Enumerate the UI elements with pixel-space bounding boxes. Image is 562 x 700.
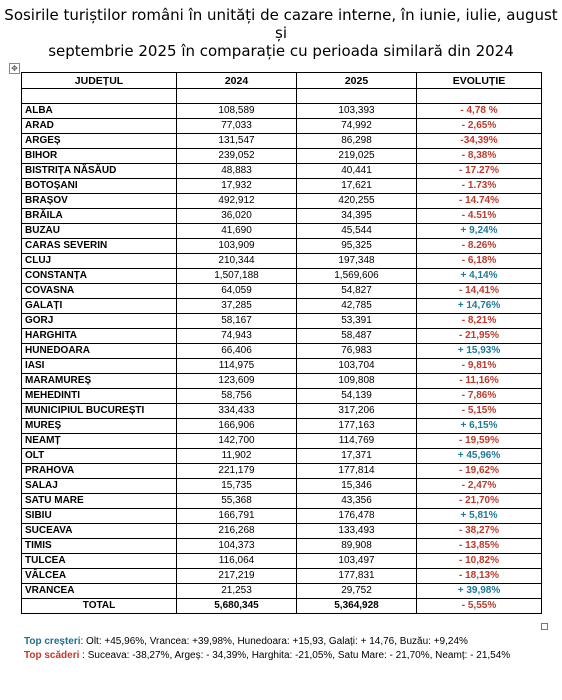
cell-county: MEHEDINTI [22,389,177,404]
header-2025: 2025 [297,73,417,89]
top-decreases-text: : Suceava: -38,27%, Argeș: - 34,39%, Harghita: -21,05%, Satu Mare: - 21,70%, Neamț: - 21,54% [79,650,511,661]
cell-2025: 54,827 [297,284,417,299]
cell-county: BOTOȘANI [22,179,177,194]
cell-2024: 17,932 [177,179,297,194]
cell-evolution: - 11,16% [417,374,542,389]
cell-county: MARAMUREȘ [22,374,177,389]
cell-county: ALBA [22,104,177,119]
cell-county: OLT [22,449,177,464]
cell-2024: 104,373 [177,539,297,554]
table-row [22,179,542,194]
cell-2025: 103,704 [297,359,417,374]
cell-2025: 103,393 [297,104,417,119]
cell-2024: 210,344 [177,254,297,269]
table-row [22,134,542,149]
table-row [22,344,542,359]
cell-county: BUZAU [22,224,177,239]
cell-county: BRAȘOV [22,194,177,209]
table-row [22,359,542,374]
cell-county: CONSTANȚA [22,269,177,284]
cell-evolution: + 4,14% [417,269,542,284]
cell-2025: 74,992 [297,119,417,134]
table-row [22,239,542,254]
table-row [22,554,542,569]
cell-evolution: - 7,86% [417,389,542,404]
table-row [22,164,542,179]
table-row [22,119,542,134]
total-row [22,599,542,614]
cell-evolution: + 14,76% [417,299,542,314]
table-row [22,389,542,404]
cell-evolution: - 19,62% [417,464,542,479]
arrivals-table [21,72,542,614]
table-row [22,404,542,419]
cell-2025: 34,395 [297,209,417,224]
cell-2025: 40,441 [297,164,417,179]
cell-evolution: - 19,59% [417,434,542,449]
cell-2024: 217,219 [177,569,297,584]
cell-county: GORJ [22,314,177,329]
cell-evolution: - 5,15% [417,404,542,419]
cell-2024: 334,433 [177,404,297,419]
cell-county: HARGHITA [22,329,177,344]
cell-evolution: - 8.26% [417,239,542,254]
summary-footer [24,635,544,663]
table-row [22,539,542,554]
cell-evolution: + 6,15% [417,419,542,434]
cell-2024: 114,975 [177,359,297,374]
cell-evolution: - 14,41% [417,284,542,299]
table-row [22,479,542,494]
table-row [22,104,542,119]
table-row [22,494,542,509]
cell-2024: 21,253 [177,584,297,599]
cell-county: SATU MARE [22,494,177,509]
cell-county: CLUJ [22,254,177,269]
cell-2024: 221,179 [177,464,297,479]
cell-evolution: - 38,27% [417,524,542,539]
cell-2025: 177,831 [297,569,417,584]
title-line-2: septembrie 2025 în comparație cu perioada similară din 2024 [48,42,514,60]
cell-evolution: - 21,70% [417,494,542,509]
cell-county: SALAJ [22,479,177,494]
cell-2024: 131,547 [177,134,297,149]
table-row [22,329,542,344]
cell-evolution: - 21,95% [417,329,542,344]
cell-evolution: + 15,93% [417,344,542,359]
cell-evolution: - 8,21% [417,314,542,329]
cell-county: SUCEAVA [22,524,177,539]
cell-evolution: - 13,85% [417,539,542,554]
cell-2025: 86,298 [297,134,417,149]
cell-2025: 109,808 [297,374,417,389]
cell-2024: 11,902 [177,449,297,464]
table-row [22,449,542,464]
cell-evolution: - 17.27% [417,164,542,179]
cell-county: COVASNA [22,284,177,299]
cell-county: ARAD [22,119,177,134]
cell-2024: 116,064 [177,554,297,569]
cell-evolution: + 9,24% [417,224,542,239]
cell-county: VÂLCEA [22,569,177,584]
cell-2024: 58,167 [177,314,297,329]
header-county: JUDEȚUL [22,73,177,89]
table-row [22,209,542,224]
cell-2025: 219,025 [297,149,417,164]
cell-county: SIBIU [22,509,177,524]
cell-evolution: - 9,81% [417,359,542,374]
table-row [22,194,542,209]
table-row [22,269,542,284]
table-header-row [22,73,542,89]
cell-2025: 53,391 [297,314,417,329]
cell-evolution: + 5,81% [417,509,542,524]
table-row [22,299,542,314]
cell-evolution: + 39,98% [417,584,542,599]
cell-2025: 43,356 [297,494,417,509]
cell-2024: 58,756 [177,389,297,404]
cell-2025: 95,325 [297,239,417,254]
header-2024: 2024 [177,73,297,89]
cell-2025: 29,752 [297,584,417,599]
cell-2024: 239,052 [177,149,297,164]
cell-county: BIHOR [22,149,177,164]
cell-county: MUREȘ [22,419,177,434]
cell-2025: 89,908 [297,539,417,554]
cell-2025: 317,206 [297,404,417,419]
cell-2024: 64,059 [177,284,297,299]
cell-evolution: - 8,38% [417,149,542,164]
cell-2024: 216,268 [177,524,297,539]
top-increases-label: Top creșteri [24,636,81,647]
cell-evolution: - 4,78 % [417,104,542,119]
cell-2025: 17,371 [297,449,417,464]
cell-evolution: - 6,18% [417,254,542,269]
cell-evolution: - 2,47% [417,479,542,494]
table-row [22,374,542,389]
table-resize-handle[interactable] [541,623,548,630]
cell-county: BISTRIȚA NĂSĂUD [22,164,177,179]
cell-2024: 55,368 [177,494,297,509]
cell-2025: 177,814 [297,464,417,479]
cell-county: TOTAL [22,599,177,614]
cell-2025: 176,478 [297,509,417,524]
cell-county: GALAȚI [22,299,177,314]
cell-2025: 17,621 [297,179,417,194]
table-row [22,254,542,269]
cell-2024: 74,943 [177,329,297,344]
cell-evolution: - 5,55% [417,599,542,614]
cell-2025: 58,487 [297,329,417,344]
blank-row [22,89,542,104]
cell-2024: 77,033 [177,119,297,134]
cell-county: VRANCEA [22,584,177,599]
cell-2025: 114,769 [297,434,417,449]
cell-2025: 42,785 [297,299,417,314]
top-increases [24,635,544,649]
cell-2024: 142,700 [177,434,297,449]
table-row [22,419,542,434]
cell-2024: 108,589 [177,104,297,119]
cell-evolution: - 14.74% [417,194,542,209]
cell-evolution: + 45,96% [417,449,542,464]
cell-2024: 492,912 [177,194,297,209]
table-row [22,569,542,584]
cell-2024: 36,020 [177,209,297,224]
cell-2024: 66,406 [177,344,297,359]
table-row [22,464,542,479]
cell-county: HUNEDOARA [22,344,177,359]
move-icon[interactable]: ✥ [9,63,20,74]
cell-county: PRAHOVA [22,464,177,479]
table-row [22,224,542,239]
cell-2025: 420,255 [297,194,417,209]
cell-county: TULCEA [22,554,177,569]
cell-2025: 133,493 [297,524,417,539]
cell-evolution: - 2,65% [417,119,542,134]
cell-2024: 166,906 [177,419,297,434]
top-decreases-label: Top scăderi [24,650,80,661]
cell-evolution: - 10,82% [417,554,542,569]
cell-2024: 123,609 [177,374,297,389]
table-row [22,284,542,299]
cell-2024: 37,285 [177,299,297,314]
cell-2025: 103,497 [297,554,417,569]
cell-county: TIMIS [22,539,177,554]
cell-county: BRĂILA [22,209,177,224]
cell-2025: 5,364,928 [297,599,417,614]
document-title [0,6,562,60]
cell-county: CARAS SEVERIN [22,239,177,254]
title-line-1: Sosirile turiștilor români în unități de cazare interne, în iunie, iulie, august și [4,6,558,42]
cell-2024: 166,791 [177,509,297,524]
top-decreases [24,649,544,663]
cell-county: NEAMȚ [22,434,177,449]
table-row [22,434,542,449]
cell-2024: 1,507,188 [177,269,297,284]
table-row [22,149,542,164]
cell-2025: 15,346 [297,479,417,494]
cell-2024: 15,735 [177,479,297,494]
cell-evolution: -34,39% [417,134,542,149]
table-row [22,509,542,524]
cell-2024: 5,680,345 [177,599,297,614]
header-evolution: EVOLUȚIE [417,73,542,89]
cell-2024: 48,883 [177,164,297,179]
cell-2025: 54,139 [297,389,417,404]
table-row [22,314,542,329]
cell-2025: 1,569,606 [297,269,417,284]
cell-county: ARGEȘ [22,134,177,149]
cell-2025: 45,544 [297,224,417,239]
cell-evolution: - 1.73% [417,179,542,194]
cell-2024: 103,909 [177,239,297,254]
cell-2025: 177,163 [297,419,417,434]
cell-county: MUNICIPIUL BUCUREȘTI [22,404,177,419]
top-increases-text: : Olt: +45,96%, Vrancea: +39,98%, Hunedoara: +15,93, Galați: + 14,76, Buzău: +9,24% [80,636,468,647]
cell-evolution: - 4.51% [417,209,542,224]
table-row [22,584,542,599]
cell-county: IASI [22,359,177,374]
cell-2025: 197,348 [297,254,417,269]
table-row [22,524,542,539]
cell-2024: 41,690 [177,224,297,239]
cell-2025: 76,983 [297,344,417,359]
cell-evolution: - 18,13% [417,569,542,584]
